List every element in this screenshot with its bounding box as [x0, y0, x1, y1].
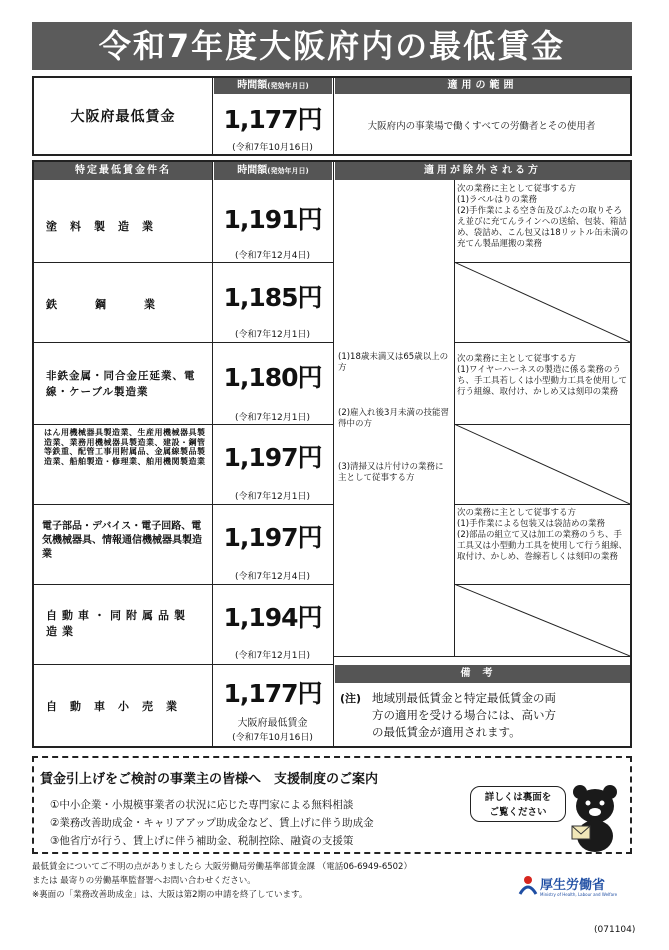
support-item: ③他省庁が行う、賃上げに伴う補助金、税制控除、融資の支援策 — [50, 835, 354, 847]
industry-date: (令和7年12月1日) — [235, 413, 310, 423]
remarks-text: 地域別最低賃金と特定最低賃金の両 方の適用を受ける場合には、高い方 の最低賃金が適用されます。 — [372, 691, 556, 739]
hourly-header: 時間額(発効年月日) — [214, 78, 332, 94]
industry-date: (令和7年12月1日) — [235, 651, 310, 661]
industry-name: 自動車・同附属品製造業 — [46, 609, 190, 638]
industry-detail: 次の業務に主として従事する方 (1)手作業による包装又は袋詰めの業務 (2)部品の組立て又は加工の業務のうち、手工具又は小型動力工具を使用して行う組線、取付け、かしめ、巻線若しくは刻印の業務 — [457, 508, 628, 562]
industry-date: (令和7年12月1日) — [235, 330, 310, 340]
remarks-mark: (注) — [340, 692, 362, 705]
industry-detail: 次の業務に主として従事する方 (1)ラベルはりの業務 (2)手作業による空き缶及びふたの取りそろえ並びに充てんラインへの送給、包装、箱詰め、袋詰め、こん包又は18リットル缶未満の充てん製品運搬の業務 — [457, 184, 629, 249]
support-item: ①中小企業・小規模事業者の状況に応じた専門家による無料相談 — [50, 799, 354, 811]
scope-header: 適用の範囲 — [335, 78, 630, 94]
document-code: (071104) — [594, 925, 636, 935]
regional-wage-name: 大阪府最低賃金 — [70, 109, 176, 125]
support-heading: 賃金引上げをご検討の事業主の皆様へ 支援制度のご案内 — [40, 772, 379, 787]
footer-line: または 最寄りの労働基準監督署へお問い合わせください。 — [32, 876, 256, 886]
support-box — [32, 756, 632, 854]
industry-name: 塗料製造業 — [46, 220, 166, 233]
ministry-emblem-icon — [518, 874, 538, 896]
industry-date: (令和7年10月16日) — [232, 733, 313, 743]
industry-name: 自動車小売業 — [46, 700, 190, 713]
regional-wage-table — [32, 76, 632, 156]
name-header: 特定最低賃金件名 — [34, 162, 212, 180]
industry-name: 鉄鋼業 — [46, 298, 193, 311]
industry-wage: 1,197円 — [223, 523, 322, 552]
empty-cell-strike — [454, 584, 630, 656]
industry-date: (令和7年12月1日) — [235, 492, 310, 502]
regional-wage-amount: 1,177円 — [223, 105, 322, 134]
support-item: ②業務改善助成金・キャリアアップ助成金など、賃上げに伴う助成金 — [50, 817, 374, 829]
empty-cell-strike — [454, 262, 630, 342]
ministry-logo — [518, 872, 633, 902]
empty-cell-strike — [454, 424, 630, 504]
common-exclusion: (1)18歳未満又は65歳以上の方 — [338, 352, 449, 373]
industry-date: (令和7年12月4日) — [235, 572, 310, 582]
industry-wage: 1,180円 — [223, 363, 322, 392]
support-list — [50, 796, 374, 850]
industry-date: (令和7年12月4日) — [235, 251, 310, 261]
remarks-header: 備考 — [335, 665, 630, 683]
industry-name: 非鉄金属・同合金圧延業、電線・ケーブル製造業 — [46, 370, 196, 398]
industry-wage: 1,177円 — [223, 679, 322, 708]
ministry-name-en: Ministry of Health, Labour and Welfare — [540, 892, 618, 897]
footer-line: 最低賃金についてご不明の点がありましたら 大阪労働局労働基準部賃金課 （電話06-6949-6502） — [32, 862, 412, 872]
ministry-name: 厚生労働省 — [540, 878, 606, 893]
footer-notes — [32, 860, 492, 902]
see-back-callout: 詳しくは裏面を ご覧ください — [470, 786, 566, 822]
hourly-header-2: 時間額(発効年月日) — [214, 162, 332, 180]
industry-wage-table — [32, 160, 632, 748]
common-exclusion: (2)雇入れ後3月未満の技能習得中の方 — [338, 408, 449, 429]
industry-wage: 1,194円 — [223, 603, 322, 632]
industry-date-label: 大阪府最低賃金 — [237, 718, 308, 729]
regional-wage-scope: 大阪府内の事業場で働くすべての労働者とその使用者 — [367, 121, 596, 132]
industry-detail: 次の業務に主として従事する方 (1)ワイヤーハーネスの製造に係る業務のうち、手工具若しくは小型動力工具を使用して行う組線、取付け、かしめ又は刻印の業務 — [457, 354, 628, 397]
industry-wage: 1,185円 — [223, 283, 322, 312]
footer-line: ※裏面の「業務改善助成金」は、大阪は第2期の申請を終了しています。 — [32, 890, 308, 900]
regional-wage-date: (令和7年10月16日) — [232, 143, 313, 153]
bear-mascot-icon — [566, 780, 624, 852]
industry-wage: 1,197円 — [223, 443, 322, 472]
excluded-header: 適用が除外される方 — [335, 162, 630, 180]
common-exclusion: (3)清掃又は片付けの業務に主として従事する方 — [338, 462, 444, 483]
industry-name: 電子部品・デバイス・電子回路、電気機械器具、情報通信機械器具製造業 — [42, 521, 202, 560]
industry-name: はん用機械器具製造業、生産用機械器具製造業、業務用機械器具製造業、建設・鋼管等鉄重、配管工事用附属品、金属線製品製造業、船舶製造・修理業、舶用機関製造業 — [44, 428, 206, 466]
page-title: 令和7年度大阪府内の最低賃金 — [32, 22, 632, 70]
industry-wage: 1,191円 — [223, 205, 322, 234]
